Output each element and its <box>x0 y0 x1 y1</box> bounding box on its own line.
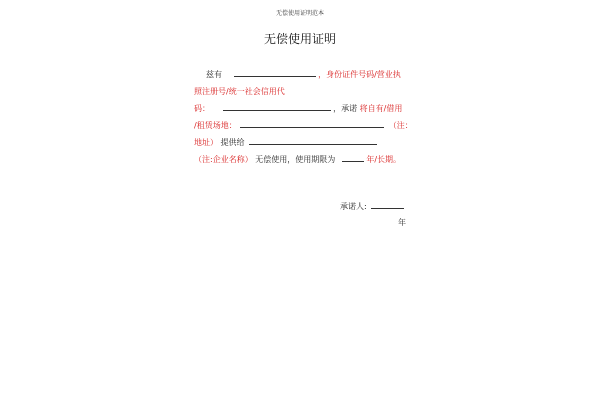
line2-red-text: 照注册号/统一社会信用代 <box>194 87 285 96</box>
blank-name <box>234 69 316 77</box>
page-header-title: 无偿使用证明范本 <box>275 10 324 17</box>
line4-red-text-1: /租赁场地： <box>194 121 237 130</box>
blank-signature <box>371 201 404 209</box>
document-title: 无偿使用证明 <box>263 32 336 46</box>
blank-id-number <box>223 103 331 111</box>
blank-address <box>240 120 384 128</box>
line1-text-1: 兹有 <box>206 70 222 79</box>
paragraph-line-4 <box>194 120 413 131</box>
date-year-label: 年 <box>398 218 406 227</box>
paragraph-line-1 <box>206 69 401 80</box>
line5-red-text: 地址） <box>194 138 218 147</box>
paragraph-line-2 <box>194 86 285 97</box>
line4-red-text-2: （注： <box>388 121 413 130</box>
signature-label: 承诺人: <box>340 202 367 211</box>
line6-red-text-2: 年/长期。 <box>366 155 402 164</box>
paragraph-line-3 <box>194 103 402 114</box>
blank-recipient <box>249 137 377 145</box>
paragraph-line-5 <box>194 137 377 148</box>
line1-red-text: ，身份证件号码/营业执 <box>318 70 401 79</box>
line6-red-text-1: （注:企业名称） <box>194 155 253 164</box>
date-line <box>398 217 406 228</box>
signature-line <box>340 201 406 212</box>
blank-duration <box>342 154 364 162</box>
line3-text-1: ，承诺 <box>333 104 358 113</box>
paragraph-line-6 <box>194 154 401 165</box>
line6-text-1: 无偿使用，使用期限为 <box>255 155 336 164</box>
line3-red-text-1: 码： <box>194 104 210 113</box>
line5-text-1: 提供给 <box>220 138 245 147</box>
line3-red-text-2: 将自有/借用 <box>359 104 403 113</box>
